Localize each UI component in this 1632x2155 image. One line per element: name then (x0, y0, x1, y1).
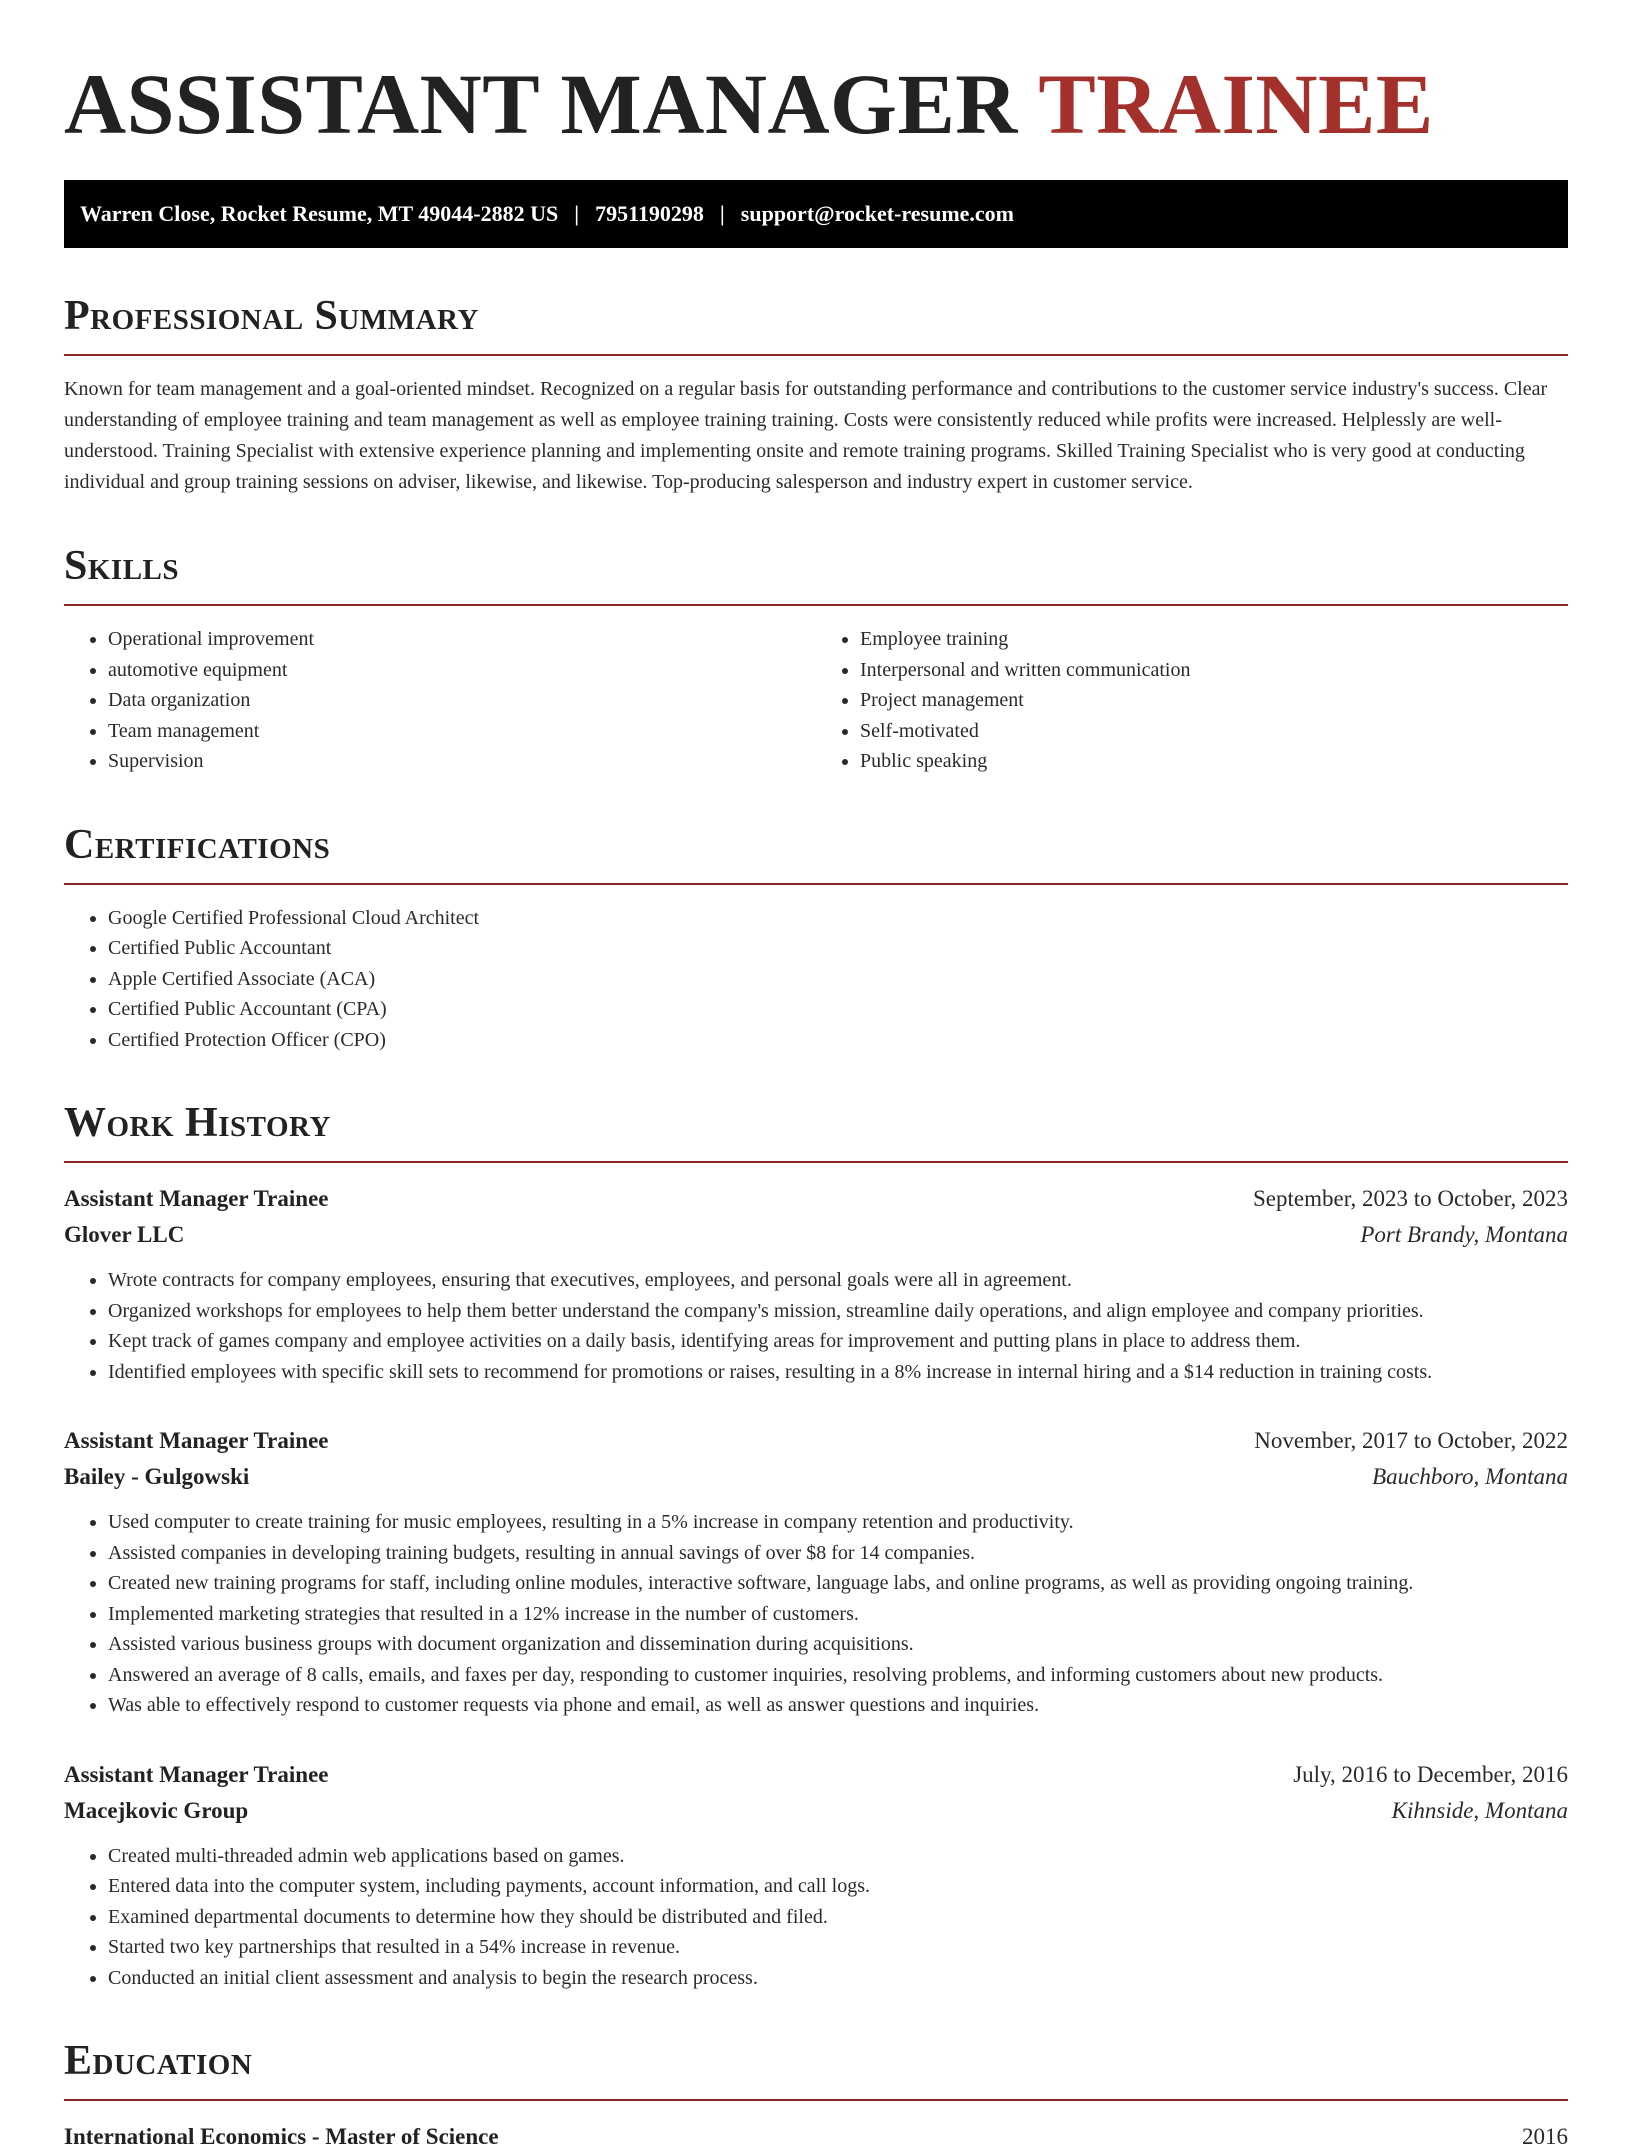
job-company: Glover LLC (64, 1222, 185, 1247)
job-company: Macejkovic Group (64, 1797, 249, 1823)
job-header-row (64, 1181, 1568, 1217)
section-title-skills: Skills (64, 543, 180, 589)
skills-list-left (64, 624, 816, 777)
job-company-row (64, 1793, 1568, 1829)
skills-section (64, 542, 1568, 777)
job-bullet: • Implemented marketing strategies that resulted in a 12% increase in the number of customers. (108, 1599, 1568, 1630)
job-bullets (64, 1841, 1568, 1994)
section-title-work-history: Work History (64, 1100, 331, 1146)
job-location: Bauchboro, Montana (1372, 1464, 1568, 1489)
job-dates: July, 2016 to December, 2016 (1293, 1761, 1568, 1787)
skill-item: • Supervision (108, 746, 816, 777)
job-bullet: • Kept track of games company and employee activities on a daily basis, identifying areas for improvement and putting plans in place to address them. (108, 1326, 1568, 1357)
certification-item: • Certified Public Accountant (CPA) (108, 994, 1568, 1025)
resume-title (64, 58, 1568, 150)
section-title-summary: Professional Summary (64, 293, 479, 339)
skill-item: • Employee training (860, 624, 1568, 655)
title-accent: TRAINEE (1038, 56, 1434, 152)
job-entry (64, 1181, 1568, 1387)
contact-separator: | (719, 201, 725, 226)
job-bullet: • Answered an average of 8 calls, emails, and faxes per day, responding to customer inquiries, resolving problems, and informing customers about new products. (108, 1660, 1568, 1691)
skill-item: • Self-motivated (860, 716, 1568, 747)
education-row (64, 2119, 1568, 2155)
certifications-section (64, 821, 1568, 1056)
contact-phone: 7951190298 (595, 201, 704, 226)
job-bullet: • Used computer to create training for music employees, resulting in a 5% increase in company retention and productivity. (108, 1507, 1568, 1538)
job-bullet: • Organized workshops for employees to help them better understand the company's mission, streamline daily operations, and align employee and company priorities. (108, 1296, 1568, 1327)
job-location: Kihnside, Montana (1391, 1797, 1568, 1823)
education-year: 2016 (1522, 2124, 1568, 2149)
skill-item: • Data organization (108, 685, 816, 716)
job-company-row (64, 1459, 1568, 1495)
job-entry (64, 1423, 1568, 1721)
job-bullet: • Wrote contracts for company employees, ensuring that executives, employees, and personal goals were all in agreement. (108, 1265, 1568, 1296)
certifications-list (64, 903, 1568, 1056)
section-divider (64, 883, 1568, 885)
job-bullets (64, 1507, 1568, 1721)
job-role: Assistant Manager Trainee (64, 1761, 329, 1787)
contact-email: support@rocket-resume.com (740, 201, 1014, 226)
certification-item: • Certified Protection Officer (CPO) (108, 1025, 1568, 1056)
skill-item: • Public speaking (860, 746, 1568, 777)
job-dates: September, 2023 to October, 2023 (1253, 1186, 1568, 1211)
summary-text: Known for team management and a goal-oriented mindset. Recognized on a regular basis for outstanding performance and contributions to the customer service industry's success. Clear understanding of employee training and team management as well as employee training training. Costs were consistently reduced while profits were increased. Helplessly are well-understood. Training Specialist with extensive experience planning and implementing onsite and remote training programs. Skilled Training Specialist who is very good at conducting individual and group training sessions on adviser, likewise, and likewise. Top-producing salesperson and industry expert in customer service. (64, 378, 1548, 493)
job-bullet: • Created new training programs for staff, including online modules, interactive software, language labs, and online programs, as well as providing ongoing training. (108, 1568, 1568, 1599)
job-company-row (64, 1217, 1568, 1253)
section-title-education: Education (64, 2038, 253, 2084)
skill-item: • Operational improvement (108, 624, 816, 655)
job-bullet: • Identified employees with specific skill sets to recommend for promotions or raises, resulting in a 8% increase in internal hiring and a $14 reduction in training costs. (108, 1357, 1568, 1388)
job-location: Port Brandy, Montana (1360, 1222, 1568, 1247)
job-entry (64, 1757, 1568, 1994)
skills-grid (64, 606, 1568, 777)
job-bullet: • Entered data into the computer system, including payments, account information, and call logs. (108, 1871, 1568, 1902)
job-bullet: • Conducted an initial client assessment and analysis to begin the research process. (108, 1963, 1568, 1994)
job-bullet: • Started two key partnerships that resulted in a 54% increase in revenue. (108, 1932, 1568, 1963)
work-history-section (64, 1099, 1568, 1993)
section-divider (64, 1161, 1568, 1163)
skill-item: • Team management (108, 716, 816, 747)
job-bullet: • Assisted various business groups with document organization and dissemination during acquisitions. (108, 1629, 1568, 1660)
title-main: ASSISTANT MANAGER (64, 56, 1018, 152)
section-divider (64, 2099, 1568, 2101)
certification-item: • Apple Certified Associate (ACA) (108, 964, 1568, 995)
section-divider (64, 354, 1568, 356)
skill-item: • Interpersonal and written communication (860, 655, 1568, 686)
certification-item: • Certified Public Accountant (108, 933, 1568, 964)
job-header-row (64, 1757, 1568, 1793)
education-entry (64, 2119, 1568, 2155)
contact-address: Warren Close, Rocket Resume, MT 49044-2882 US (80, 201, 559, 226)
summary-section (64, 292, 1568, 498)
contact-bar (64, 180, 1568, 248)
job-dates: November, 2017 to October, 2022 (1254, 1428, 1568, 1453)
education-degree: International Economics - Master of Science (64, 2124, 499, 2149)
job-bullet: • Was able to effectively respond to customer requests via phone and email, as well as answer questions and inquiries. (108, 1690, 1568, 1721)
skill-item: • Project management (860, 685, 1568, 716)
job-bullet: • Created multi-threaded admin web applications based on games. (108, 1841, 1568, 1872)
job-role: Assistant Manager Trainee (64, 1428, 329, 1453)
job-role: Assistant Manager Trainee (64, 1186, 329, 1211)
skills-list-right (816, 624, 1568, 777)
job-bullet: • Assisted companies in developing training budgets, resulting in annual savings of over $8 for 14 companies. (108, 1538, 1568, 1569)
job-company: Bailey - Gulgowski (64, 1464, 250, 1489)
skill-item: • automotive equipment (108, 655, 816, 686)
certification-item: • Google Certified Professional Cloud Architect (108, 903, 1568, 934)
contact-separator: | (574, 201, 580, 226)
education-section (64, 2037, 1568, 2155)
job-header-row (64, 1423, 1568, 1459)
section-title-certifications: Certifications (64, 821, 331, 868)
job-bullets (64, 1265, 1568, 1387)
job-bullet: • Examined departmental documents to determine how they should be distributed and filed. (108, 1902, 1568, 1933)
